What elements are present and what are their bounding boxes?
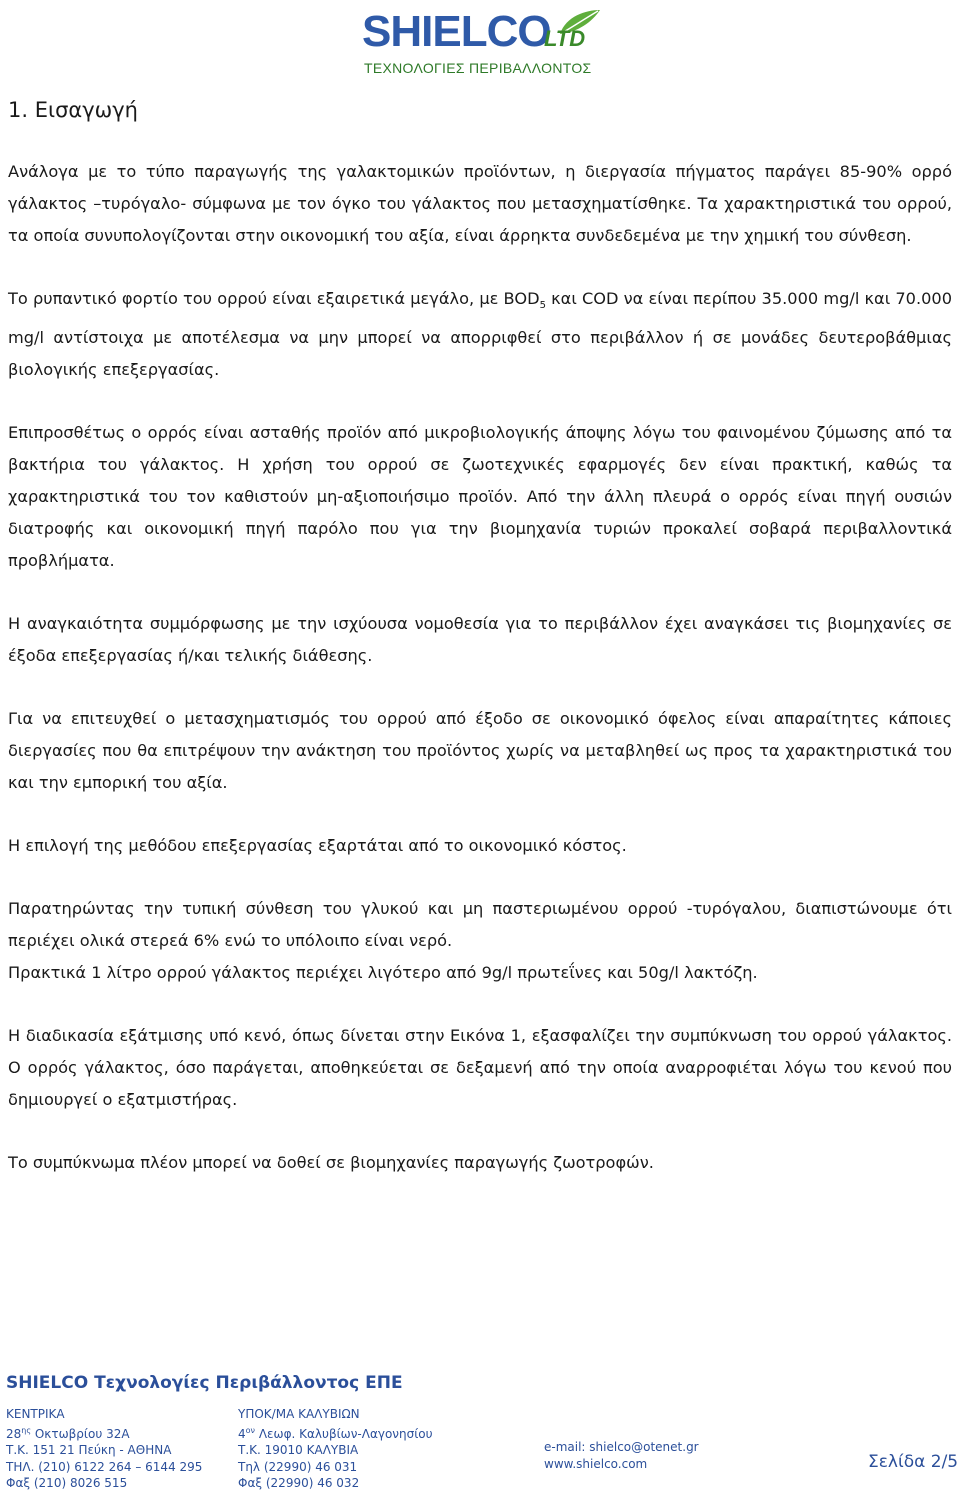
page-number: Σελίδα 2/5: [868, 1452, 959, 1472]
section-heading: 1. Εισαγωγή: [8, 98, 138, 122]
paragraph-2: Το ρυπαντικό φορτίο του ορρού είναι εξαιρετικά μεγάλο, με $BOD_5$ και COD να είναι περίπου 35.000 mg/l και 70.000 mg/l αντίστοιχα με αποτέλεσμα να μην μπορεί να απορριφθεί στο περιβάλλον ή σε μονάδες δευτεροβάθμιας βιολογικής επεξεργασίας.: [8, 289, 952, 380]
paragraph-6: Η επιλογή της μεθόδου επεξεργασίας εξαρτάται από το οικονομικό κόστος.: [8, 836, 627, 856]
logo-tagline: ΤΕΧΝΟΛΟΓΙΕΣ ΠΕΡΙΒΑΛΛΟΝΤΟΣ: [364, 60, 592, 76]
footer-hq-address: [6, 1406, 202, 1492]
hq-label: ΚΕΝΤΡΙΚΑ: [6, 1407, 65, 1421]
website-link[interactable]: www.shielco.com: [544, 1456, 648, 1471]
hq-street: $28^{\eta\varsigma}$ Οκτωβρίου 32Α: [6, 1425, 130, 1441]
footer-contact: [544, 1439, 699, 1472]
paragraph-10: Το συμπύκνωμα πλέον μπορεί να δοθεί σε βιομηχανίες παραγωγής ζωοτροφών.: [8, 1153, 654, 1173]
paragraph-5: Για να επιτευχθεί ο μετασχηματισμός του ορρού από έξοδο σε οικονομικό όφελος είναι απαραίτητες κάποιες διεργασίες που θα επιτρέψουν την ανάκτηση του προϊόντος χωρίς να μεταβληθεί ως προς τα χαρακτηριστικά του και την εμπορική του αξία.: [8, 709, 952, 793]
branch-fax: Φαξ (22990) 46 032: [238, 1476, 360, 1490]
hq-postal: Τ.Κ. 151 21 Πεύκη - ΑΘΗΝΑ: [6, 1443, 172, 1457]
branch-postal: Τ.Κ. 19010 ΚΑΛΥΒΙΑ: [238, 1443, 359, 1457]
paragraph-9: Η διαδικασία εξάτμισης υπό κενό, όπως δίνεται στην Εικόνα 1, εξασφαλίζει την συμπύκνωση του ορρού γάλακτος. Ο ορρός γάλακτος, όσο παράγεται, αποθηκεύεται σε δεξαμενή από την οποία αναρροφιέται λόγω του κενού που δημιουργεί ο εξατμιστήρας.: [8, 1026, 952, 1110]
branch-phone: Τηλ (22990) 46 031: [238, 1459, 358, 1474]
paragraph-7: Παρατηρώντας την τυπική σύνθεση του γλυκού και μη παστεριωμένου ορρού -τυρόγαλου, διαπιστώνουμε ότι περιέχει ολικά στερεά 6% ενώ το υπόλοιπο είναι νερό.: [8, 899, 952, 951]
branch-street: $4^{o\nu}$ Λεωφ. Καλυβίων-Λαγονησίου: [238, 1425, 433, 1441]
subscript: 5: [539, 300, 546, 312]
paragraph-1: Ανάλογα με το τύπο παραγωγής της γαλακτομικών προϊόντων, η διεργασία πήγματος παράγει 85-90% ορρό γάλακτος –τυρόγαλο- σύμφωνα με τον όγκο του γάλακτος που μετασχηματίσθηκε. Τα χαρακτηριστικά του ορρού, τα οποία συνυπολογίζονται στην οικονομική του αξία, είναι άρρηκτα συνδεδεμένα με την χημική του σύνθεση.: [8, 162, 952, 245]
paragraph-3: Επιπροσθέτως ο ορρός είναι ασταθής προϊόν από μικροβιολογικής άποψης λόγω του φαινομένου ζύμωσης από τα βακτήρια του γάλακτος. Η χρήση του ορρού σε ζωοτεχνικές εφαρμογές δεν είναι πρακτική, καθώς τα χαρακτηριστικά του τον καθιστούν μη-αξιοποιήσιμο προϊόν. Από την άλλη πλευρά ο ορρός είναι πηγή ουσιών διατροφής και οικονομική πηγή παρόλο που για την βιομηχανία τυριών προκαλεί σοβαρά περιβαλλοντικά προβλήματα.: [8, 423, 952, 571]
company-logo: [362, 8, 602, 80]
paragraph-8: Πρακτικά 1 λίτρο ορρού γάλακτος περιέχει λιγότερο από 9g/l πρωτεΐνες και 50g/l λακτόζη.: [8, 963, 758, 983]
logo-suffix: LTD: [544, 26, 586, 51]
footer-company: SHIELCO Τεχνολογίες Περιβάλλοντος ΕΠΕ: [6, 1373, 403, 1393]
footer-branch-address: [238, 1406, 433, 1492]
paragraph-4: Η αναγκαιότητα συμμόρφωσης με την ισχύουσα νομοθεσία για το περιβάλλον έχει αναγκάσει τις βιομηχανίες σε έξοδα επεξεργασίας ή/και τελικής διάθεσης.: [8, 614, 952, 666]
hq-phone: ΤΗΛ. (210) 6122 264 – 6144 295: [6, 1459, 203, 1474]
email-link[interactable]: e-mail: shielco@otenet.gr: [544, 1440, 699, 1454]
document-body: [8, 156, 952, 1210]
branch-label: ΥΠΟΚ/ΜΑ ΚΑΛΥΒΙΩΝ: [238, 1407, 360, 1421]
logo-brand: SHIELCO: [362, 7, 551, 56]
hq-fax: Φαξ (210) 8026 515: [6, 1476, 128, 1490]
